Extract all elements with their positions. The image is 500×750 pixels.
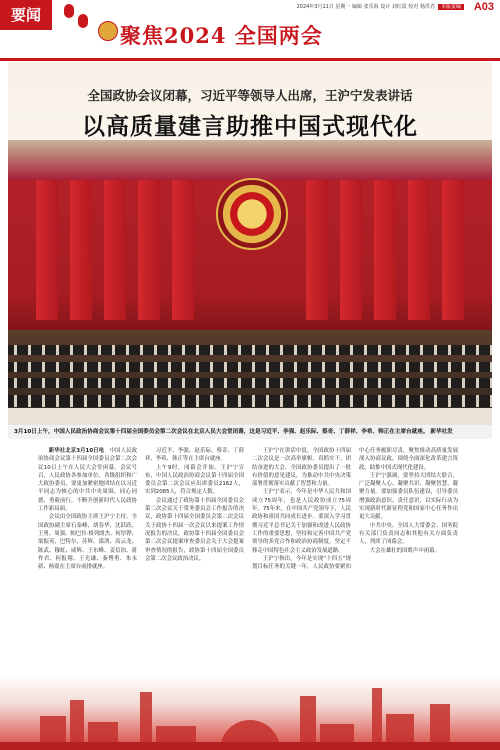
- article-paragraph: 王沪宁表示，今年是中华人民共和国成立75周年，也是人民政协成立75周年。75年来，在中国共产党领导下，人民政协和祖国共同成长进步。要深入学习贯彻习近平总书记关于加强和改进人民政协工作的重要思想，坚持和完善中国共产党领导的多党合作和政治协商制度，坚定不移走中国特色社会主义政治发展道路。: [252, 489, 351, 554]
- banner-title: 聚焦2024 全国两会: [120, 23, 323, 48]
- skyline-decoration: [0, 675, 500, 750]
- dateline: 新华社北京3月10日电: [48, 448, 105, 454]
- date-line: 2024年3月11日 星期一 编辑 张乐海 设计 刘红霞 校对 杨洪君 本版责编: [297, 3, 464, 10]
- lantern-icon: [78, 14, 88, 28]
- red-flag: [408, 180, 430, 320]
- header-divider: [0, 58, 500, 61]
- seated-row: [8, 362, 492, 372]
- ceiling: [8, 140, 492, 180]
- lantern-icon: [64, 4, 74, 18]
- photo-caption: 3月10日上午，中国人民政治协商会议第十四届全国委员会第二次会议在北京人民大会堂闭幕，这是习近平、李强、赵乐际、蔡奇、丁薛祥、李希、韩正在主席台就座。 新华社发: [8, 425, 492, 439]
- red-flag: [172, 180, 194, 320]
- page-header: [0, 0, 500, 60]
- red-flag: [70, 180, 92, 320]
- subheadline: 全国政协会议闭幕，习近平等领导人出席，王沪宁发表讲话: [87, 88, 413, 103]
- red-flag: [36, 180, 58, 320]
- red-flag: [138, 180, 160, 320]
- ground-band: [0, 742, 500, 750]
- red-flag: [306, 180, 328, 320]
- red-flag: [104, 180, 126, 320]
- section-label: 要闻: [0, 0, 52, 30]
- seated-row: [8, 345, 492, 355]
- red-flag: [340, 180, 362, 320]
- seated-row: [8, 378, 492, 388]
- article-paragraph: 大会在雄壮的国歌声中闭幕。: [369, 547, 440, 554]
- article-body: [38, 447, 458, 672]
- red-flag: [442, 180, 464, 320]
- article-paragraph: 王沪宁指出，今年是实现“十四五”规划目标任务的关键一年。人民政协要紧扣中心任务履职尽责，聚焦推动高质量发展深入协商议政，围绕全面深化改革建言资政，助推中国式现代化建设。: [252, 448, 458, 571]
- main-headline: 以高质量建言助推中国式现代化: [82, 113, 418, 140]
- article-paragraph: 会议由全国政协主席王沪宁主持，全国政协副主席石泰峰、胡春华、沈跃跃、王勇、周强、帕巴拉·格列朗杰、何厚铧、梁振英、巴特尔、苏辉、邵鸿、高云龙、陈武、穆虹、咸辉、王东峰、姜信治、蒋作君、何报翔、王光谦、秦博勇、朱永新、杨震在主席台前排就座。: [38, 514, 137, 571]
- editor-tag: 本版责编: [438, 4, 464, 10]
- page-number: A03: [473, 1, 494, 13]
- article-paragraph: 会议通过了政协第十四届全国委员会第二次会议关于常务委员会工作报告的决议，政协第十四届全国委员会第二次会议关于政协十四届一次会议以来提案工作情况报告的决议，政协第十四届全国委员会第二次会议提案审查委员会关于大会提案审查情况的报告，政协第十四届全国委员会第二次会议政治决议。: [145, 497, 244, 562]
- red-flag: [374, 180, 396, 320]
- emblem-icon: [98, 21, 118, 41]
- seated-row: [8, 395, 492, 407]
- article-paragraph: 新华社北京3月10日电 中国人民政治协商会议第十四届全国委员会第二次会议10日上午在人民大会堂闭幕。会议号召，人民政协各参加单位、各级组织和广大政协委员，要更加紧密地团结在以习近平同志为核心的中共中央周围，同心同德、勇毅前行，不断开创新时代人民政协工作新局面。: [38, 448, 137, 513]
- cppcc-emblem-icon: [216, 178, 288, 250]
- article-paragraph: 习近平、李强、赵乐际、蔡奇、丁薛祥、李希、韩正等在主席台就座。: [145, 448, 244, 463]
- article-paragraph: 王沪宁强调，要坚持大团结大联合，广泛凝聚人心、凝聚共识、凝聚智慧、凝聚力量。要加强委员队伍建设，引导委员增强政治意识、责任意识，以实际行动为实现新时代新征程党和国家中心任务作出更大贡献。: [359, 472, 458, 521]
- front-desk: [8, 408, 492, 425]
- article-paragraph: 王沪宁在讲话中说，全国政协十四届二次会议是一次高举旗帜、真抓实干、团结奋进的大会。全国政协委员提出了一批有价值的意见建议，为推动中共中央决策部署贯彻落实贡献了智慧和力量。: [252, 448, 351, 488]
- building-silhouette: [372, 688, 382, 750]
- article-paragraph: 上午9时，闭幕会开始。王沪宁宣布，中国人民政治协商会议第十四届全国委员会第二次会议应出席委员2162人，实到2085人，符合规定人数。: [145, 464, 244, 496]
- news-photo: [8, 140, 492, 425]
- article-paragraph: 中共中央、全国人大常委会、国务院有关部门负责同志和其他有关方面负责人，列席了闭幕会。: [359, 522, 458, 546]
